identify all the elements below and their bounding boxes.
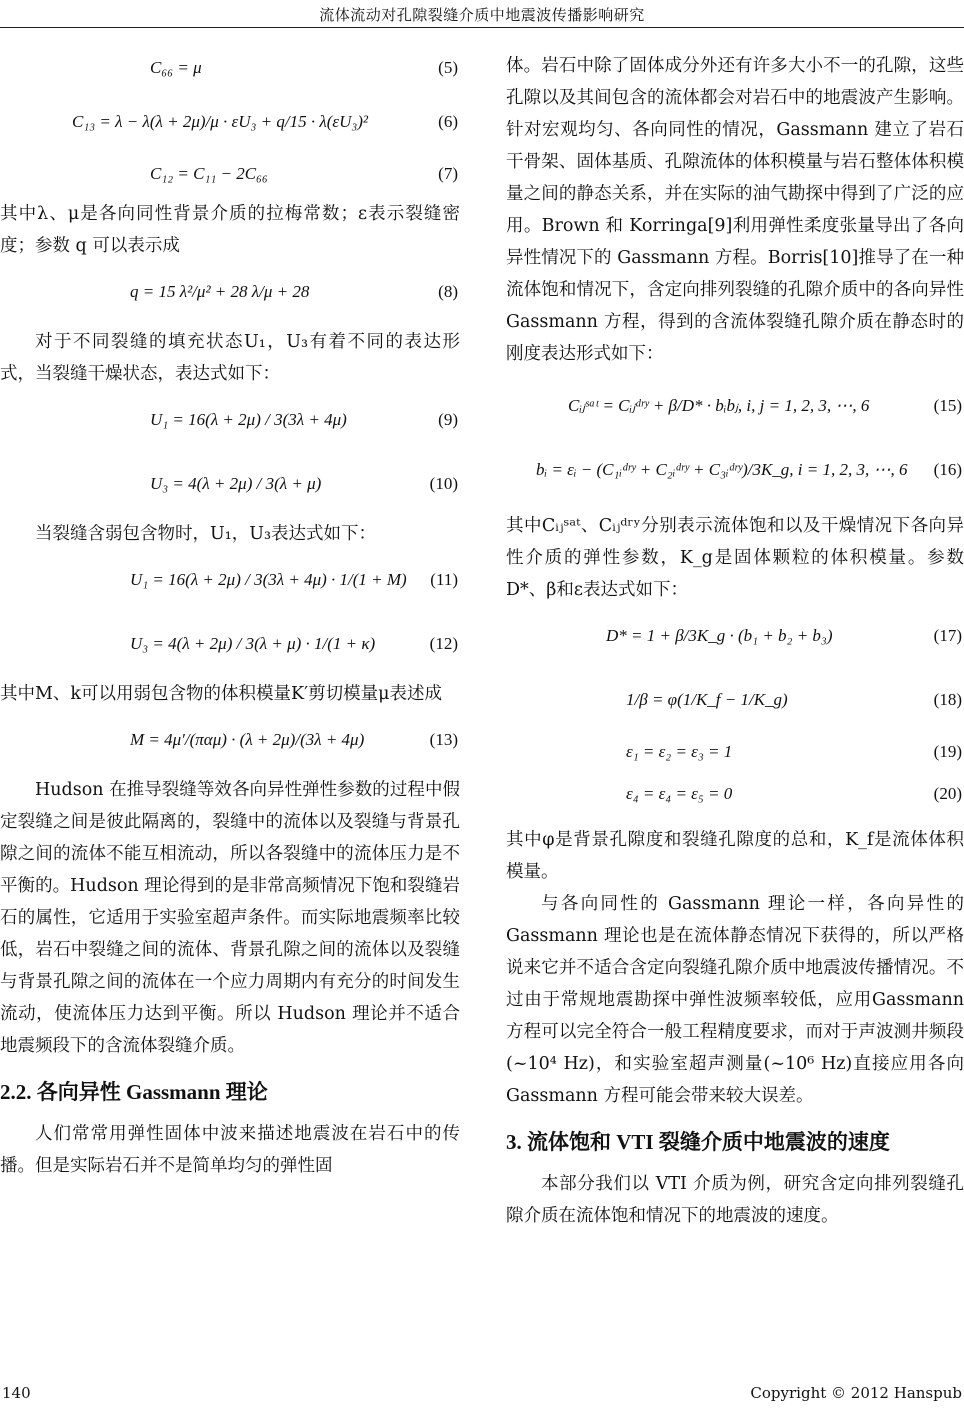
- equation-number: (16): [933, 460, 962, 479]
- equation-expr: C₁₂ = C₁₁ − 2C₆₆: [150, 164, 268, 183]
- equation-expr: ε₄ = ε₄ = ε₅ = 0: [626, 784, 733, 803]
- equation-number: (12): [429, 634, 458, 653]
- equation-number: (10): [429, 474, 458, 493]
- equation-expr: C₆₆ = μ: [150, 58, 202, 77]
- equation-number: (20): [933, 784, 962, 803]
- paragraph: 其中λ、μ是各向同性背景介质的拉梅常数；ε表示裂缝密度；参数 q 可以表示成: [0, 204, 460, 256]
- paragraph: 其中Cᵢⱼˢᵃᵗ、Cᵢⱼᵈʳʸ分别表示流体饱和以及干燥情况下各向异性介质的弹性参数，K_g是固体颗粒的体积模量。参数D*、β和ε表达式如下：: [506, 516, 964, 600]
- equation-number: (17): [933, 626, 962, 645]
- equation-expr: U₃ = 4(λ + 2μ) / 3(λ + μ): [150, 474, 322, 493]
- paragraph: Hudson 在推导裂缝等效各向异性弹性参数的过程中假定裂缝之间是彼此隔离的，裂缝中的流体以及裂缝与背景孔隙之间的流体不能互相流动，所以各裂缝中的流体压力是不平衡的。Hudson 理论得到的是非常高频情况下饱和裂缝岩石的属性，它适用于实验室超声条件。而实际地震频率比较低，岩石中裂缝之间的流体、背景孔隙之间的流体以及裂缝与背景孔隙之间的流体在一个应力周期内有充分的时间发生流动，使流体压力达到平衡。所以 Hudson 理论并不适合地震频段下的含流体裂缝介质。: [0, 780, 460, 1056]
- equation-number: (13): [429, 730, 458, 749]
- section-heading: 2.2. 各向异性 Gassmann 理论: [0, 1080, 268, 1104]
- equation-18: [506, 670, 964, 734]
- equation-expr: U₁ = 16(λ + 2μ) / 3(3λ + 4μ) · 1/(1 + M): [130, 570, 407, 589]
- equation-number: (8): [438, 282, 458, 301]
- equation-expr: M = 4μ′/(παμ) · (λ + 2μ)/(3λ + 4μ): [130, 730, 365, 749]
- equation-13: [0, 710, 460, 774]
- equation-19: [506, 734, 964, 776]
- paragraph: 体。岩石中除了固体成分外还有许多大小不一的孔隙，这些孔隙以及其间包含的流体都会对岩石中的地震波产生影响。针对宏观均匀、各向同性的情况，Gassmann 建立了岩石干骨架、固体基质、孔隙流体的体积模量与岩石整体体积模量之间的静态关系，并在实际的油气勘探中得到了广泛的应用。Brown 和 Korringa[9]利用弹性柔度张量导出了各向异性情况下的 Gassmann 方程。Borris[10]推导了在一种流体饱和情况下，含定向排列裂缝的孔隙介质中的各向异性 Gassmann 方程，得到的含流体裂缝孔隙介质在静态时的刚度表达形式如下：: [506, 56, 964, 364]
- equation-expr: U₃ = 4(λ + 2μ) / 3(λ + μ) · 1/(1 + κ): [130, 634, 376, 653]
- equation-11: [0, 550, 460, 614]
- equation-15: [506, 376, 964, 440]
- equation-number: (5): [438, 58, 458, 77]
- copyright-notice: Copyright © 2012 Hanspub: [750, 1384, 962, 1402]
- paragraph: 人们常常用弹性固体中波来描述地震波在岩石中的传播。但是实际岩石并不是简单均匀的弹性固: [0, 1124, 460, 1176]
- equation-number: (11): [430, 570, 458, 589]
- equation-7: [0, 156, 460, 198]
- equation-number: (6): [438, 112, 458, 131]
- left-column: [0, 50, 460, 1182]
- equation-expr: Cᵢⱼˢᵃᵗ = Cᵢⱼᵈʳʸ + β/D* · bᵢbⱼ, i, j = 1, 2, 3, ⋯, 6: [568, 396, 870, 415]
- page-number: 140: [2, 1384, 31, 1402]
- paragraph: 与各向同性的 Gassmann 理论一样，各向异性的 Gassmann 理论也是在流体静态情况下获得的，所以严格说来它并不适合含定向裂缝孔隙介质中地震波传播情况。不过由于常规地震勘探中弹性波频率较低，应用Gassmann方程可以完全符合一般工程精度要求，而对于声波测井频段(~10⁴ Hz)，和实验室超声测量(~10⁶ Hz)直接应用各向 Gassmann 方程可能会带来较大误差。: [506, 894, 964, 1106]
- equation-expr: bᵢ = εᵢ − (C₁ᵢᵈʳʸ + C₂ᵢᵈʳʸ + C₃ᵢᵈʳʸ)/3K_g, i = 1, 2, 3, ⋯, 6: [536, 460, 908, 479]
- equation-10: [0, 454, 460, 518]
- equation-16: [506, 440, 964, 504]
- right-column: [506, 50, 964, 1232]
- equation-9: [0, 390, 460, 454]
- header-rule: [0, 27, 964, 28]
- paragraph: 当裂缝含弱包含物时，U₁，U₃表达式如下：: [35, 524, 377, 544]
- equation-20: [506, 776, 964, 818]
- equation-expr: U₁ = 16(λ + 2μ) / 3(3λ + 4μ): [150, 410, 347, 429]
- equation-expr: 1/β = φ(1/K_f − 1/K_g): [626, 690, 788, 709]
- paragraph: 本部分我们以 VTI 介质为例，研究含定向排列裂缝孔隙介质在流体饱和情况下的地震波的速度。: [506, 1174, 964, 1226]
- equation-number: (9): [438, 410, 458, 429]
- equation-17: [506, 606, 964, 670]
- running-header: 流体流动对孔隙裂缝介质中地震波传播影响研究: [319, 6, 645, 24]
- equation-12: [0, 614, 460, 678]
- paragraph: 其中M、k可以用弱包含物的体积模量K′剪切模量μ表述成: [0, 684, 442, 704]
- equation-expr: ε₁ = ε₂ = ε₃ = 1: [626, 742, 733, 761]
- equation-number: (18): [933, 690, 962, 709]
- paragraph: 对于不同裂缝的填充状态U₁，U₃有着不同的表达形式，当裂缝干燥状态，表达式如下：: [0, 332, 460, 384]
- equation-8: [0, 262, 460, 326]
- equation-expr: D* = 1 + β/3K_g · (b₁ + b₂ + b₃): [606, 626, 833, 645]
- paragraph: 其中φ是背景孔隙度和裂缝孔隙度的总和，K_f是流体体积模量。: [506, 830, 964, 882]
- equation-number: (19): [933, 742, 962, 761]
- equation-expr: C₁₃ = λ − λ(λ + 2μ)/μ · εU₃ + q/15 · λ(εU₃)²: [72, 112, 369, 131]
- section-heading: 3. 流体饱和 VTI 裂缝介质中地震波的速度: [506, 1130, 890, 1154]
- equation-6: [0, 92, 460, 156]
- equation-5: [0, 50, 460, 92]
- equation-number: (7): [438, 164, 458, 183]
- equation-expr: q = 15 λ²/μ² + 28 λ/μ + 28: [130, 282, 310, 301]
- equation-number: (15): [933, 396, 962, 415]
